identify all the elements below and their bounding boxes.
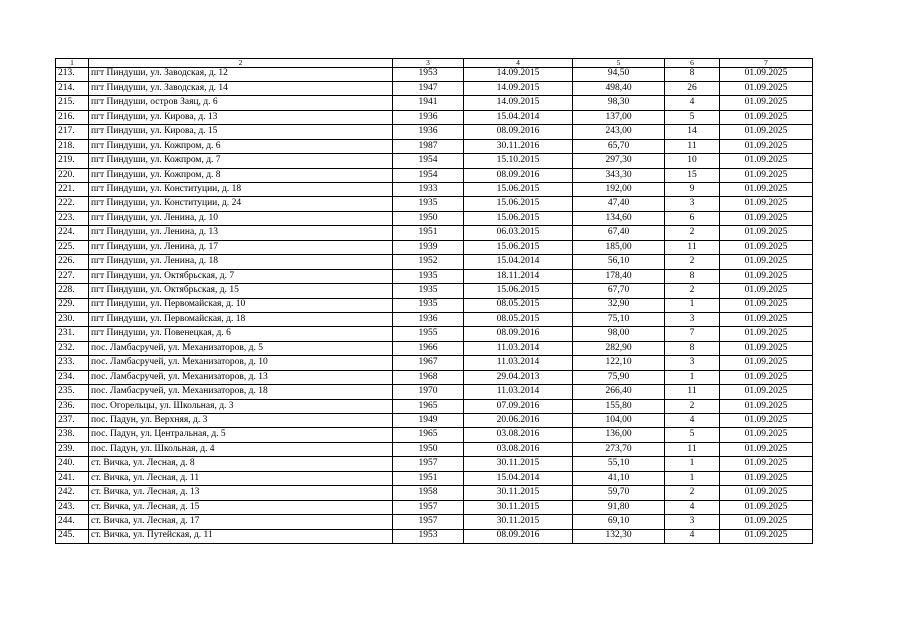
year-built-cell: 1935 [393,284,464,298]
area-cell: 75,90 [573,370,665,384]
table-row [56,385,813,399]
survey-date-cell: 15.06.2015 [464,240,573,254]
survey-date-cell: 15.04.2014 [464,255,573,269]
deadline-cell: 01.09.2025 [720,67,813,81]
year-built-cell: 1966 [393,341,464,355]
row-number-cell: 216. [56,110,89,124]
row-number-cell: 242. [56,486,89,500]
address-cell: пгт Пиндуши, ул. Ленина, д. 17 [89,240,393,254]
year-built-cell: 1955 [393,327,464,341]
address-cell: пгт Пиндуши, ул. Первомайская, д. 18 [89,312,393,326]
survey-date-cell: 14.09.2015 [464,96,573,110]
deadline-cell: 01.09.2025 [720,500,813,514]
address-cell: пгт Пиндуши, остров Заяц, д. 6 [89,96,393,110]
address-cell: пгт Пиндуши, ул. Повенецкая, д. 6 [89,327,393,341]
survey-date-cell: 15.06.2015 [464,284,573,298]
residents-cell: 11 [665,240,720,254]
row-number-cell: 214. [56,81,89,95]
year-built-cell: 1957 [393,457,464,471]
row-number-cell: 213. [56,67,89,81]
residents-cell: 26 [665,81,720,95]
table-row [56,255,813,269]
row-number-cell: 215. [56,96,89,110]
row-number-cell: 239. [56,442,89,456]
table-row [56,486,813,500]
address-cell: пгт Пиндуши, ул. Кирова, д. 15 [89,125,393,139]
deadline-cell: 01.09.2025 [720,139,813,153]
residents-cell: 7 [665,327,720,341]
area-cell: 122,10 [573,356,665,370]
area-cell: 67,70 [573,284,665,298]
row-number-cell: 243. [56,500,89,514]
survey-date-cell: 08.09.2016 [464,327,573,341]
table-body [56,59,813,544]
table-row [56,269,813,283]
residents-cell: 11 [665,139,720,153]
row-number-cell: 224. [56,226,89,240]
address-cell: пос. Падун, ул. Центральная, д. 5 [89,428,393,442]
survey-date-cell: 11.03.2014 [464,341,573,355]
residents-cell: 2 [665,486,720,500]
survey-date-cell: 11.03.2014 [464,385,573,399]
survey-date-cell: 08.09.2016 [464,529,573,543]
deadline-cell: 01.09.2025 [720,341,813,355]
row-number-cell: 245. [56,529,89,543]
column-number-3: 3 [393,59,464,68]
row-number-cell: 228. [56,284,89,298]
table-row [56,154,813,168]
table-row [56,457,813,471]
residents-cell: 14 [665,125,720,139]
year-built-cell: 1935 [393,197,464,211]
survey-date-cell: 18.11.2014 [464,269,573,283]
deadline-cell: 01.09.2025 [720,414,813,428]
address-cell: пос. Ламбасручей, ул. Механизаторов, д. 5 [89,341,393,355]
table-row [56,168,813,182]
address-cell: пгт Пиндуши, ул. Кожпром, д. 6 [89,139,393,153]
deadline-cell: 01.09.2025 [720,529,813,543]
year-built-cell: 1951 [393,226,464,240]
survey-date-cell: 11.03.2014 [464,356,573,370]
address-cell: пгт Пиндуши, ул. Заводская, д. 12 [89,67,393,81]
deadline-cell: 01.09.2025 [720,428,813,442]
row-number-cell: 240. [56,457,89,471]
address-cell: пос. Ламбасручей, ул. Механизаторов, д. 13 [89,370,393,384]
survey-date-cell: 15.04.2014 [464,110,573,124]
area-cell: 266,40 [573,385,665,399]
survey-date-cell: 15.04.2014 [464,471,573,485]
survey-date-cell: 07.09.2016 [464,399,573,413]
deadline-cell: 01.09.2025 [720,356,813,370]
address-cell: пгт Пиндуши, ул. Ленина, д. 13 [89,226,393,240]
year-built-cell: 1958 [393,486,464,500]
year-built-cell: 1953 [393,529,464,543]
year-built-cell: 1935 [393,298,464,312]
survey-date-cell: 15.06.2015 [464,211,573,225]
year-built-cell: 1957 [393,500,464,514]
row-number-cell: 225. [56,240,89,254]
year-built-cell: 1936 [393,110,464,124]
address-cell: пгт Пиндуши, ул. Ленина, д. 10 [89,211,393,225]
residents-cell: 4 [665,96,720,110]
deadline-cell: 01.09.2025 [720,125,813,139]
table-row [56,197,813,211]
deadline-cell: 01.09.2025 [720,284,813,298]
survey-date-cell: 06.03.2015 [464,226,573,240]
table-row [56,356,813,370]
row-number-cell: 221. [56,183,89,197]
row-number-cell: 219. [56,154,89,168]
area-cell: 94,50 [573,67,665,81]
residents-cell: 6 [665,211,720,225]
address-cell: пгт Пиндуши, ул. Конституции, д. 24 [89,197,393,211]
residents-cell: 4 [665,414,720,428]
row-number-cell: 231. [56,327,89,341]
area-cell: 55,10 [573,457,665,471]
row-number-cell: 217. [56,125,89,139]
row-number-cell: 236. [56,399,89,413]
area-cell: 282,90 [573,341,665,355]
row-number-cell: 234. [56,370,89,384]
address-cell: пгт Пиндуши, ул. Конституции, д. 18 [89,183,393,197]
table-row [56,183,813,197]
address-cell: пгт Пиндуши, ул. Кожпром, д. 8 [89,168,393,182]
table-row [56,284,813,298]
residents-cell: 4 [665,529,720,543]
table-row [56,125,813,139]
year-built-cell: 1936 [393,312,464,326]
table-row [56,298,813,312]
area-cell: 136,00 [573,428,665,442]
deadline-cell: 01.09.2025 [720,96,813,110]
residents-cell: 2 [665,255,720,269]
area-cell: 134,60 [573,211,665,225]
area-cell: 178,40 [573,269,665,283]
address-cell: пгт Пиндуши, ул. Ленина, д. 18 [89,255,393,269]
address-cell: пос. Ламбасручей, ул. Механизаторов, д. 18 [89,385,393,399]
table-row [56,139,813,153]
table-row [56,67,813,81]
row-number-cell: 238. [56,428,89,442]
survey-date-cell: 30.11.2015 [464,500,573,514]
address-cell: ст. Вичка, ул. Путейская, д. 11 [89,529,393,543]
survey-date-cell: 08.05.2015 [464,298,573,312]
area-cell: 32,90 [573,298,665,312]
address-cell: пос. Огорельцы, ул. Школьная, д. 3 [89,399,393,413]
area-cell: 297,30 [573,154,665,168]
deadline-cell: 01.09.2025 [720,168,813,182]
table-row [56,370,813,384]
area-cell: 67,40 [573,226,665,240]
residents-cell: 9 [665,183,720,197]
residents-cell: 11 [665,442,720,456]
area-cell: 498,40 [573,81,665,95]
survey-date-cell: 30.11.2015 [464,486,573,500]
year-built-cell: 1965 [393,428,464,442]
residents-cell: 3 [665,312,720,326]
survey-date-cell: 30.11.2016 [464,139,573,153]
survey-date-cell: 03.08.2016 [464,428,573,442]
deadline-cell: 01.09.2025 [720,226,813,240]
deadline-cell: 01.09.2025 [720,211,813,225]
year-built-cell: 1936 [393,125,464,139]
address-cell: пгт Пиндуши, ул. Октябрьская, д. 15 [89,284,393,298]
year-built-cell: 1949 [393,414,464,428]
residents-cell: 5 [665,110,720,124]
row-number-cell: 232. [56,341,89,355]
deadline-cell: 01.09.2025 [720,457,813,471]
deadline-cell: 01.09.2025 [720,370,813,384]
address-cell: пгт Пиндуши, ул. Кожпром, д. 7 [89,154,393,168]
row-number-cell: 235. [56,385,89,399]
deadline-cell: 01.09.2025 [720,312,813,326]
year-built-cell: 1951 [393,471,464,485]
deadline-cell: 01.09.2025 [720,298,813,312]
residents-cell: 2 [665,284,720,298]
deadline-cell: 01.09.2025 [720,486,813,500]
survey-date-cell: 15.06.2015 [464,197,573,211]
column-number-1: 1 [56,59,89,68]
area-cell: 185,00 [573,240,665,254]
housing-register-table [55,58,813,544]
table-row [56,414,813,428]
table-row [56,81,813,95]
year-built-cell: 1957 [393,515,464,529]
area-cell: 98,30 [573,96,665,110]
table-row [56,500,813,514]
area-cell: 98,00 [573,327,665,341]
deadline-cell: 01.09.2025 [720,197,813,211]
year-built-cell: 1987 [393,139,464,153]
row-number-cell: 241. [56,471,89,485]
year-built-cell: 1933 [393,183,464,197]
row-number-cell: 223. [56,211,89,225]
area-cell: 343,30 [573,168,665,182]
table-row [56,327,813,341]
deadline-cell: 01.09.2025 [720,385,813,399]
column-number-7: 7 [720,59,813,68]
address-cell: ст. Вичка, ул. Лесная, д. 8 [89,457,393,471]
year-built-cell: 1970 [393,385,464,399]
area-cell: 132,30 [573,529,665,543]
residents-cell: 3 [665,356,720,370]
residents-cell: 8 [665,67,720,81]
residents-cell: 15 [665,168,720,182]
area-cell: 47,40 [573,197,665,211]
residents-cell: 5 [665,428,720,442]
table-row [56,471,813,485]
row-number-cell: 220. [56,168,89,182]
residents-cell: 4 [665,500,720,514]
deadline-cell: 01.09.2025 [720,515,813,529]
year-built-cell: 1941 [393,96,464,110]
year-built-cell: 1950 [393,211,464,225]
survey-date-cell: 08.09.2016 [464,125,573,139]
survey-date-cell: 20.06.2016 [464,414,573,428]
deadline-cell: 01.09.2025 [720,399,813,413]
year-built-cell: 1950 [393,442,464,456]
address-cell: пос. Ламбасручей, ул. Механизаторов, д. 10 [89,356,393,370]
year-built-cell: 1952 [393,255,464,269]
table-row [56,515,813,529]
deadline-cell: 01.09.2025 [720,471,813,485]
column-number-6: 6 [665,59,720,68]
deadline-cell: 01.09.2025 [720,269,813,283]
deadline-cell: 01.09.2025 [720,110,813,124]
survey-date-cell: 14.09.2015 [464,81,573,95]
deadline-cell: 01.09.2025 [720,81,813,95]
address-cell: пос. Падун, ул. Школьная, д. 4 [89,442,393,456]
row-number-cell: 244. [56,515,89,529]
survey-date-cell: 03.08.2016 [464,442,573,456]
row-number-cell: 237. [56,414,89,428]
area-cell: 41,10 [573,471,665,485]
table-row [56,226,813,240]
row-number-cell: 233. [56,356,89,370]
address-cell: пос. Падун, ул. Верхняя, д. 3 [89,414,393,428]
row-number-cell: 226. [56,255,89,269]
address-cell: пгт Пиндуши, ул. Кирова, д. 13 [89,110,393,124]
column-number-4: 4 [464,59,573,68]
table-row [56,529,813,543]
area-cell: 69,10 [573,515,665,529]
table-row [56,211,813,225]
table-row [56,399,813,413]
area-cell: 104,00 [573,414,665,428]
residents-cell: 1 [665,370,720,384]
year-built-cell: 1954 [393,168,464,182]
year-built-cell: 1954 [393,154,464,168]
deadline-cell: 01.09.2025 [720,240,813,254]
area-cell: 65,70 [573,139,665,153]
address-cell: ст. Вичка, ул. Лесная, д. 13 [89,486,393,500]
table-row [56,442,813,456]
deadline-cell: 01.09.2025 [720,255,813,269]
row-number-cell: 227. [56,269,89,283]
residents-cell: 11 [665,385,720,399]
survey-date-cell: 30.11.2015 [464,457,573,471]
table-row [56,312,813,326]
year-built-cell: 1965 [393,399,464,413]
survey-date-cell: 14.09.2015 [464,67,573,81]
survey-date-cell: 08.09.2016 [464,168,573,182]
column-number-2: 2 [89,59,393,68]
deadline-cell: 01.09.2025 [720,327,813,341]
year-built-cell: 1939 [393,240,464,254]
residents-cell: 8 [665,269,720,283]
year-built-cell: 1967 [393,356,464,370]
deadline-cell: 01.09.2025 [720,442,813,456]
survey-date-cell: 15.10.2015 [464,154,573,168]
column-number-5: 5 [573,59,665,68]
area-cell: 91,80 [573,500,665,514]
area-cell: 155,80 [573,399,665,413]
residents-cell: 2 [665,226,720,240]
area-cell: 192,00 [573,183,665,197]
residents-cell: 1 [665,457,720,471]
address-cell: ст. Вичка, ул. Лесная, д. 17 [89,515,393,529]
residents-cell: 3 [665,197,720,211]
residents-cell: 2 [665,399,720,413]
residents-cell: 8 [665,341,720,355]
area-cell: 75,10 [573,312,665,326]
deadline-cell: 01.09.2025 [720,154,813,168]
residents-cell: 3 [665,515,720,529]
table-row [56,428,813,442]
table-row [56,96,813,110]
year-built-cell: 1968 [393,370,464,384]
year-built-cell: 1935 [393,269,464,283]
row-number-cell: 230. [56,312,89,326]
survey-date-cell: 29.04.2013 [464,370,573,384]
year-built-cell: 1953 [393,67,464,81]
table-row [56,240,813,254]
area-cell: 59,70 [573,486,665,500]
area-cell: 243,00 [573,125,665,139]
survey-date-cell: 30.11.2015 [464,515,573,529]
survey-date-cell: 08.05.2015 [464,312,573,326]
area-cell: 137,00 [573,110,665,124]
column-number-row [56,59,813,68]
row-number-cell: 229. [56,298,89,312]
area-cell: 56,10 [573,255,665,269]
deadline-cell: 01.09.2025 [720,183,813,197]
row-number-cell: 222. [56,197,89,211]
address-cell: ст. Вичка, ул. Лесная, д. 11 [89,471,393,485]
residents-cell: 1 [665,298,720,312]
address-cell: пгт Пиндуши, ул. Октябрьская, д. 7 [89,269,393,283]
table-row [56,110,813,124]
residents-cell: 10 [665,154,720,168]
address-cell: пгт Пиндуши, ул. Заводская, д. 14 [89,81,393,95]
residents-cell: 1 [665,471,720,485]
address-cell: ст. Вичка, ул. Лесная, д. 15 [89,500,393,514]
table-row [56,341,813,355]
survey-date-cell: 15.06.2015 [464,183,573,197]
area-cell: 273,70 [573,442,665,456]
year-built-cell: 1947 [393,81,464,95]
row-number-cell: 218. [56,139,89,153]
address-cell: пгт Пиндуши, ул. Первомайская, д. 10 [89,298,393,312]
